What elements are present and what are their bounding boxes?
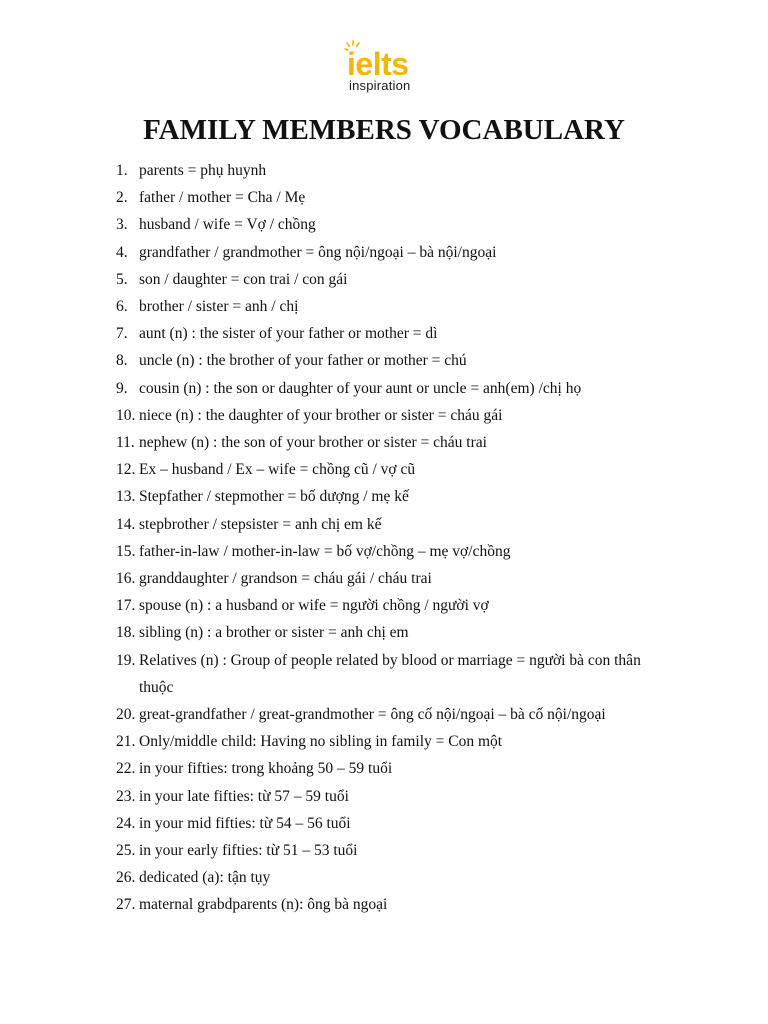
list-item-text: Only/middle child: Having no sibling in family = Con một xyxy=(139,733,503,751)
list-item-text: Relatives (n) : Group of people related by blood or marriage = người bà con thân thuộc xyxy=(139,651,641,696)
list-item xyxy=(116,347,716,374)
list-item-number: 13. xyxy=(116,488,136,506)
list-item xyxy=(116,293,716,320)
list-item-text: Ex – husband / Ex – wife = chồng cũ / vợ cũ xyxy=(139,461,416,479)
list-item-number: 16. xyxy=(116,570,136,588)
list-item xyxy=(116,755,716,782)
list-item-number: 12. xyxy=(116,461,136,479)
list-item-number: 10. xyxy=(116,406,136,424)
list-item-text: in your fifties: trong khoảng 50 – 59 tuổi xyxy=(139,760,393,778)
list-item xyxy=(116,891,716,918)
logo xyxy=(340,40,440,100)
list-item xyxy=(116,483,716,510)
list-item xyxy=(116,211,716,238)
list-item-text: parents = phụ huynh xyxy=(139,162,267,179)
list-item-text: spouse (n) : a husband or wife = người chồng / người vợ xyxy=(139,597,489,615)
list-item-text: in your early fifties: từ 51 – 53 tuổi xyxy=(139,842,358,860)
list-item-text: father / mother = Cha / Mẹ xyxy=(139,189,306,207)
list-item xyxy=(116,592,716,619)
list-item xyxy=(116,375,716,402)
list-item xyxy=(116,538,716,565)
list-item-number: 19. xyxy=(116,651,136,669)
list-item-text: grandfather / grandmother = ông nội/ngoại – bà nội/ngoại xyxy=(139,243,497,261)
list-item xyxy=(116,157,716,184)
logo-tagline: inspiration xyxy=(349,78,411,93)
list-item xyxy=(116,864,716,891)
list-item-text: cousin (n) : the son or daughter of your aunt or uncle = anh(em) /chị họ xyxy=(139,379,582,397)
list-item-number: 21. xyxy=(116,733,136,751)
list-item-text: granddaughter / grandson = cháu gái / cháu trai xyxy=(139,570,432,588)
list-item-number: 4. xyxy=(116,243,128,261)
list-item-text: husband / wife = Vợ / chồng xyxy=(139,216,316,234)
vocabulary-list xyxy=(116,157,716,919)
list-item xyxy=(116,701,716,728)
list-item-number: 26. xyxy=(116,869,136,887)
list-item-number: 2. xyxy=(116,189,128,207)
list-item-number: 1. xyxy=(116,162,128,179)
list-item-number: 9. xyxy=(116,379,128,397)
list-item-text: father-in-law / mother-in-law = bố vợ/chồng – mẹ vợ/chồng xyxy=(139,542,511,560)
list-item-number: 3. xyxy=(116,216,128,234)
list-item xyxy=(116,511,716,538)
list-item-number: 24. xyxy=(116,814,136,832)
list-item xyxy=(116,647,659,701)
list-item-number: 5. xyxy=(116,270,128,288)
list-item-text: aunt (n) : the sister of your father or mother = dì xyxy=(139,325,438,343)
list-item xyxy=(116,456,716,483)
list-item xyxy=(116,266,716,293)
list-item-number: 15. xyxy=(116,542,136,560)
list-item-text: great-grandfather / great-grandmother = ông cố nội/ngoại – bà cố nội/ngoại xyxy=(139,706,606,724)
list-item-number: 23. xyxy=(116,787,136,805)
list-item xyxy=(116,619,716,646)
list-item xyxy=(116,402,716,429)
list-item xyxy=(116,837,716,864)
list-item-number: 8. xyxy=(116,352,128,370)
list-item-text: son / daughter = con trai / con gái xyxy=(139,270,348,288)
list-item-number: 17. xyxy=(116,597,136,615)
list-item-number: 25. xyxy=(116,842,136,860)
list-item xyxy=(116,810,716,837)
list-item-text: sibling (n) : a brother or sister = anh chị em xyxy=(139,624,409,642)
page-title: FAMILY MEMBERS VOCABULARY xyxy=(143,114,625,146)
list-item-text: niece (n) : the daughter of your brother or sister = cháu gái xyxy=(139,406,503,424)
list-item-number: 18. xyxy=(116,624,136,642)
list-item-text: dedicated (a): tận tụy xyxy=(139,869,271,887)
list-item-text: in your late fifties: từ 57 – 59 tuổi xyxy=(139,787,349,805)
logo-wordmark: ielts xyxy=(347,46,409,82)
list-item-text: maternal grabdparents (n): ông bà ngoại xyxy=(139,896,388,914)
list-item-text: Stepfather / stepmother = bố dượng / mẹ kế xyxy=(139,488,409,506)
list-item-number: 6. xyxy=(116,298,128,316)
list-item-text: nephew (n) : the son of your brother or sister = cháu trai xyxy=(139,434,487,452)
list-item-text: stepbrother / stepsister = anh chị em kế xyxy=(139,515,382,533)
list-item xyxy=(116,783,716,810)
list-item xyxy=(116,728,716,755)
list-item-number: 14. xyxy=(116,515,136,533)
list-item-number: 22. xyxy=(116,760,136,778)
list-item-number: 7. xyxy=(116,325,128,343)
list-item-text: brother / sister = anh / chị xyxy=(139,298,299,316)
list-item xyxy=(116,429,716,456)
list-item xyxy=(116,565,716,592)
list-item-text: uncle (n) : the brother of your father or mother = chú xyxy=(139,352,467,370)
list-item-number: 11. xyxy=(116,434,135,452)
list-item xyxy=(116,239,716,266)
list-item-number: 20. xyxy=(116,706,136,724)
list-item-number: 27. xyxy=(116,896,136,914)
list-item xyxy=(116,184,716,211)
list-item xyxy=(116,320,716,347)
list-item-text: in your mid fifties: từ 54 – 56 tuổi xyxy=(139,814,351,832)
